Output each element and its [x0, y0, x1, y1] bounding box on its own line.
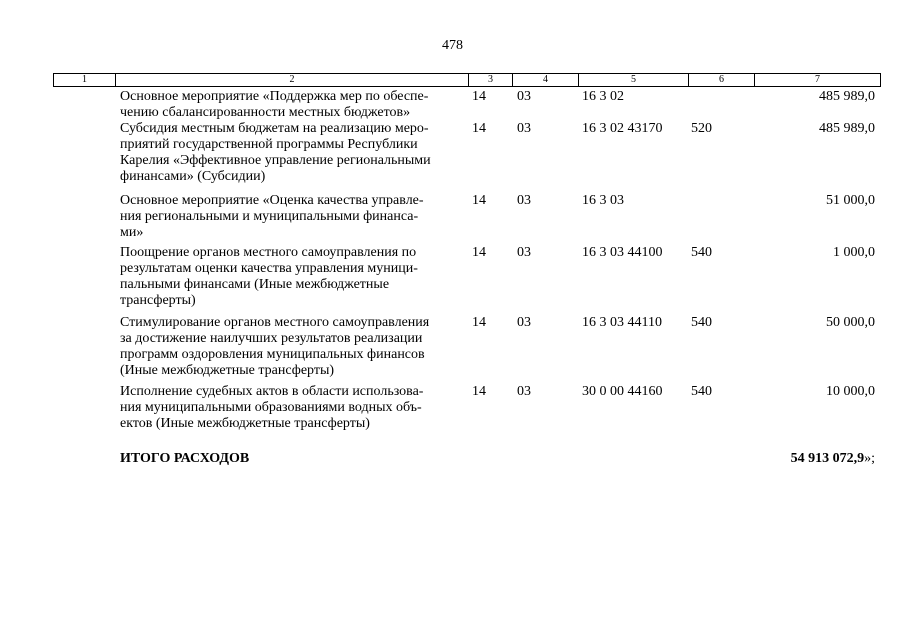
row-section: 14: [472, 89, 486, 104]
row-amount: 50 000,0: [826, 315, 875, 330]
table-row: [0, 245, 905, 315]
total-suffix: »;: [864, 451, 875, 466]
row-name-line: трансферты): [120, 293, 196, 308]
row-target-code: 16 3 03: [582, 193, 624, 208]
row-name-line: Стимулирование органов местного самоуправления: [120, 315, 430, 330]
row-expense-type: 540: [691, 315, 712, 330]
row-name-line: программ оздоровления муниципальных финансов: [120, 347, 425, 362]
row-subsection: 03: [517, 193, 531, 208]
row-name-line: пальными финансами (Иные межбюджетные: [120, 277, 390, 292]
row-target-code: 16 3 02 43170: [582, 121, 663, 136]
column-header-4: 4: [513, 74, 579, 87]
row-section: 14: [472, 121, 486, 136]
row-target-code: 16 3 03 44110: [582, 315, 662, 330]
row-subsection: 03: [517, 384, 531, 399]
row-name: [120, 193, 460, 241]
row-name-line: ния региональными и муниципальными финанса-: [120, 209, 419, 224]
row-amount: 51 000,0: [826, 193, 875, 208]
row-name-line: Карелия «Эффективное управление региональными: [120, 153, 431, 168]
row-section: 14: [472, 193, 486, 208]
table-row: [0, 121, 905, 193]
row-name-line: финансами» (Субсидии): [120, 169, 266, 184]
row-expense-type: 520: [691, 121, 712, 136]
row-expense-type: 540: [691, 384, 712, 399]
table-row: [0, 193, 905, 245]
total-value-wrapper: [791, 451, 875, 467]
row-amount: 10 000,0: [826, 384, 875, 399]
row-amount: 485 989,0: [819, 121, 875, 136]
page-number: 478: [442, 38, 463, 53]
row-name-line: (Иные межбюджетные трансферты): [120, 363, 335, 378]
row-subsection: 03: [517, 121, 531, 136]
row-subsection: 03: [517, 245, 531, 260]
column-header-row: [53, 73, 881, 87]
column-header-5: 5: [579, 74, 689, 87]
row-section: 14: [472, 315, 486, 330]
table-body: [0, 89, 905, 436]
table-row: [0, 384, 905, 436]
row-amount: 1 000,0: [833, 245, 875, 260]
row-subsection: 03: [517, 89, 531, 104]
row-name: [120, 384, 460, 432]
row-name-line: результатам оценки качества управления муници-: [120, 261, 418, 276]
row-name-line: Поощрение органов местного самоуправления по: [120, 245, 417, 260]
row-name: [120, 89, 460, 121]
row-name-line: Исполнение судебных актов в области использова-: [120, 384, 424, 399]
row-name-line: ми»: [120, 225, 144, 240]
table-row: [0, 89, 905, 121]
row-name-line: Субсидия местным бюджетам на реализацию меро-: [120, 121, 429, 136]
total-value: 54 913 072,9: [790, 451, 865, 466]
row-section: 14: [472, 245, 486, 260]
table-row: [0, 315, 905, 384]
row-name-line: Основное мероприятие «Поддержка мер по обеспе-: [120, 89, 429, 104]
row-target-code: 16 3 03 44100: [582, 245, 663, 260]
row-expense-type: 540: [691, 245, 712, 260]
row-name-line: чению сбалансированности местных бюджетов»: [120, 105, 411, 120]
column-header-7: 7: [755, 74, 881, 87]
row-name-line: ектов (Иные межбюджетные трансферты): [120, 416, 370, 431]
row-name-line: ния муниципальными образованиями водных объ-: [120, 400, 422, 415]
row-name: [120, 121, 460, 185]
column-header-6: 6: [689, 74, 755, 87]
row-name-line: приятий государственной программы Республики: [120, 137, 418, 152]
row-section: 14: [472, 384, 486, 399]
row-name-line: за достижение наилучших результатов реализации: [120, 331, 423, 346]
row-name: [120, 315, 460, 379]
column-header-3: 3: [469, 74, 513, 87]
column-header-2: 2: [116, 74, 469, 87]
row-name-line: Основное мероприятие «Оценка качества управле-: [120, 193, 424, 208]
row-name: [120, 245, 460, 309]
total-label: ИТОГО РАСХОДОВ: [120, 451, 250, 466]
row-subsection: 03: [517, 315, 531, 330]
row-target-code: 30 0 00 44160: [582, 384, 663, 399]
row-amount: 485 989,0: [819, 89, 875, 104]
column-header-1: 1: [54, 74, 116, 87]
row-target-code: 16 3 02: [582, 89, 624, 104]
